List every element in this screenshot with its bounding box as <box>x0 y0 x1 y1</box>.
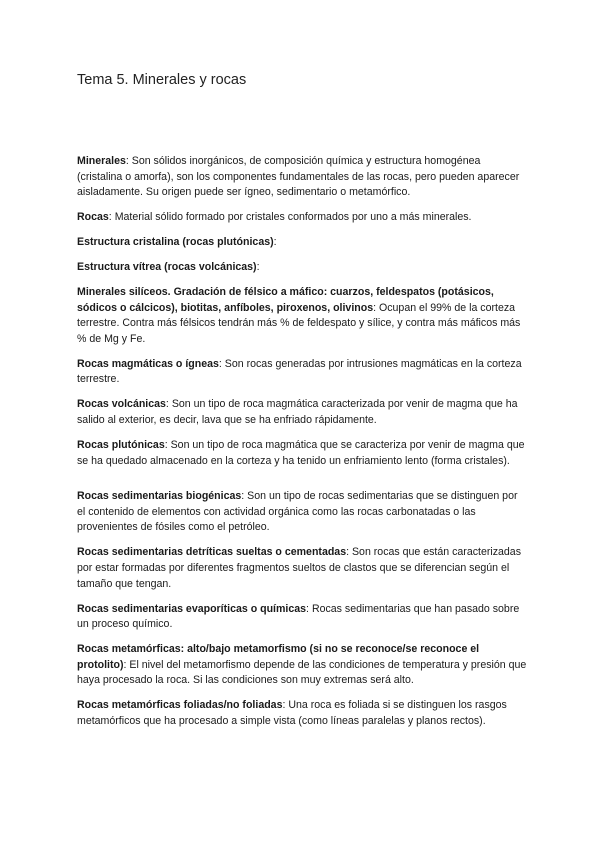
entry-estructura-vitrea <box>77 260 527 276</box>
entry-sedimentarias-evaporiticas <box>77 602 527 633</box>
entry-definition: Una roca es foliada si se distinguen los rasgos metamórficos que ha procesado a simple vista (como líneas paralelas y planos rectos). <box>77 699 507 727</box>
entry-separator: : <box>218 357 225 370</box>
entry-term: Rocas sedimentarias biogénicas <box>77 490 242 503</box>
entry-separator: : <box>273 236 277 249</box>
entry-term: Rocas metamórficas: alto/bajo metamorfismo (si no se reconoce/se reconoce el protolito) <box>77 643 480 671</box>
entry-separator: : <box>373 301 379 314</box>
entry-term: Rocas magmáticas o ígneas <box>77 357 219 370</box>
page-title: Tema 5. Minerales y rocas <box>77 72 247 88</box>
entry-definition: Rocas sedimentarias que han pasado sobre un proceso químico. <box>77 602 520 631</box>
entry-separator: : <box>306 602 312 615</box>
entry-definition: Son rocas generadas por intrusiones magmáticas en la corteza terrestre. <box>77 357 522 386</box>
document-body <box>77 154 527 739</box>
entry-separator: : <box>282 699 289 712</box>
entry-separator: : <box>123 658 130 671</box>
entry-separator: : <box>108 211 115 224</box>
entry-metamorficas-grado <box>77 642 527 689</box>
entry-definition: El nivel del metamorfismo depende de las condiciones de temperatura y presión que haya procesado la roca. Si las condiciones son muy extremas será alto. <box>77 658 527 687</box>
entry-definition: Son rocas que están caracterizadas por estar formadas por diferentes fragmentos sueltos de clastos que se diferencian según el tamaño que tengan. <box>77 546 521 590</box>
entry-separator: : <box>346 546 352 559</box>
entry-term: Rocas metamórficas foliadas/no foliadas <box>77 699 283 712</box>
entry-sedimentarias-biogenicas <box>77 489 527 536</box>
entry-estructura-cristalina <box>77 235 527 251</box>
entry-definition: Ocupan el 99% de la corteza terrestre. Contra más félsicos tendrán más % de feldespato y sílice, y contra más máficos más % de Mg y Fe. <box>77 301 521 345</box>
entry-term: Rocas sedimentarias evaporíticas o químicas <box>77 602 307 615</box>
entry-sedimentarias-detriticas <box>77 545 527 592</box>
entry-rocas <box>77 210 527 226</box>
entry-term: Rocas <box>77 211 109 224</box>
entry-term: Rocas plutónicas <box>77 439 165 452</box>
entry-term: Rocas volcánicas <box>77 398 166 411</box>
entry-term: Minerales silíceos. Gradación de félsico a máfico: cuarzos, feldespatos (potásicos, sódicos o cálcicos), biotitas, anfíboles, piroxenos, olivinos <box>77 286 494 314</box>
entry-separator: : <box>256 261 260 274</box>
entry-rocas-plutonicas <box>77 438 527 469</box>
entry-definition: Son un tipo de roca magmática caracterizada por venir de magma que ha salido al exterior, es decir, lava que se ha enfriado rápidamente. <box>77 398 518 427</box>
entry-term: Estructura vítrea (rocas volcánicas) <box>77 261 257 274</box>
entry-rocas-volcanicas <box>77 397 527 428</box>
entry-definition: Son un tipo de roca magmática que se caracteriza por venir de magma que se ha quedado almacenado en la corteza y ha tenido un enfriamiento lento (forma cristales). <box>77 439 525 467</box>
entry-term: Rocas sedimentarias detríticas sueltas o cementadas <box>77 546 347 559</box>
entry-minerales-siliceos <box>77 285 527 347</box>
entry-rocas-magmaticas <box>77 357 527 388</box>
entry-separator: : <box>125 155 132 167</box>
entry-metamorficas-foliadas <box>77 698 527 729</box>
entry-minerales <box>77 154 527 201</box>
entry-term: Minerales <box>77 155 126 167</box>
entry-separator: : <box>165 398 172 411</box>
entry-separator: : <box>241 490 248 503</box>
entry-definition: Material sólido formado por cristales conformados por uno a más minerales. <box>114 211 472 224</box>
entry-definition: Son un tipo de rocas sedimentarias que se distinguen por el contenido de elementos con actividad orgánica como las rocas carbonatadas o las provenientes de fósiles como el petróleo. <box>77 490 518 534</box>
entry-separator: : <box>164 439 171 452</box>
entry-definition: Son sólidos inorgánicos, de composición química y estructura homogénea (cristalina o amorfa), son los componentes fundamentales de las rocas, pero pueden aparecer aisladamente. Su origen puede ser ígneo, sedimentario o metamórfico. <box>77 155 520 199</box>
entry-term: Estructura cristalina (rocas plutónicas) <box>77 236 274 249</box>
